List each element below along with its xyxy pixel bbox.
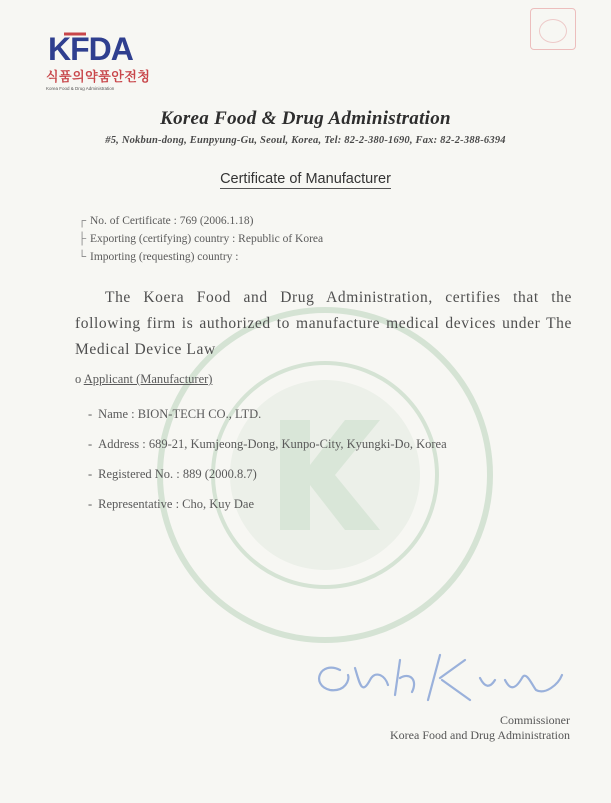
kfda-logo-mark-icon xyxy=(46,30,146,64)
commissioner-org: Korea Food and Drug Administration xyxy=(390,728,570,742)
organization-address: #5, Nokbun-dong, Eunpyung-Gu, Seoul, Korea, Tel: 82-2-380-1690, Fax: 82-2-388-6394 xyxy=(105,135,506,146)
commissioner-signature-icon xyxy=(300,640,570,710)
importing-country: Importing (requesting) country : xyxy=(90,251,239,263)
applicant-heading-text: Applicant (Manufacturer) xyxy=(83,372,213,386)
applicant-address: Address : 689-21, Kumjeong-Dong, Kunpo-City, Kyungki-Do, Korea xyxy=(98,437,447,451)
kfda-logo xyxy=(46,30,166,91)
applicant-name-item: - Name : BION-TECH CO., LTD. xyxy=(88,407,262,421)
logo-text: KFDA xyxy=(48,31,133,64)
exporting-country: Exporting (certifying) country : Republic of Korea xyxy=(90,233,324,245)
certificate-number-row xyxy=(78,212,323,230)
applicant-heading xyxy=(75,372,212,387)
applicant-bullet: o xyxy=(75,372,82,386)
exporting-country-row xyxy=(78,230,323,248)
applicant-registered-item: - Registered No. : 889 (2000.8.7) xyxy=(88,467,257,481)
bracket-mid-icon: ├ xyxy=(78,233,87,245)
organization-title: Korea Food & Drug Administration xyxy=(160,108,451,129)
certificate-title xyxy=(0,171,611,187)
bracket-bottom-icon: └ xyxy=(78,251,87,263)
applicant-details xyxy=(88,404,447,524)
importing-country-row xyxy=(78,248,323,266)
certificate-number: No. of Certificate : 769 (2006.1.18) xyxy=(90,215,254,227)
certificate-meta xyxy=(78,212,323,266)
commissioner-title: Commissioner xyxy=(499,713,570,727)
applicant-registered-number: Registered No. : 889 (2000.8.7) xyxy=(98,467,257,481)
logo-korean-name: 식품의약품안전청 xyxy=(46,70,151,85)
red-stamp-icon xyxy=(530,8,576,50)
bracket-top-icon: ┌ xyxy=(78,215,87,227)
certificate-title-text: Certificate of Manufacturer xyxy=(220,171,391,187)
applicant-representative-item: - Representative : Cho, Kuy Dae xyxy=(88,497,255,511)
certification-statement: The Koera Food and Drug Administration, certifies that the following firm is authorized to manufacture medical devices under The Medical Device Law xyxy=(75,289,572,358)
applicant-name: Name : BION-TECH CO., LTD. xyxy=(98,407,262,421)
logo-english-name: Korea Food & Drug Administration xyxy=(46,86,115,91)
commissioner-block xyxy=(355,713,570,743)
applicant-representative: Representative : Cho, Kuy Dae xyxy=(98,497,255,511)
applicant-address-item: - Address : 689-21, Kumjeong-Dong, Kunpo-City, Kyungki-Do, Korea xyxy=(88,437,447,451)
